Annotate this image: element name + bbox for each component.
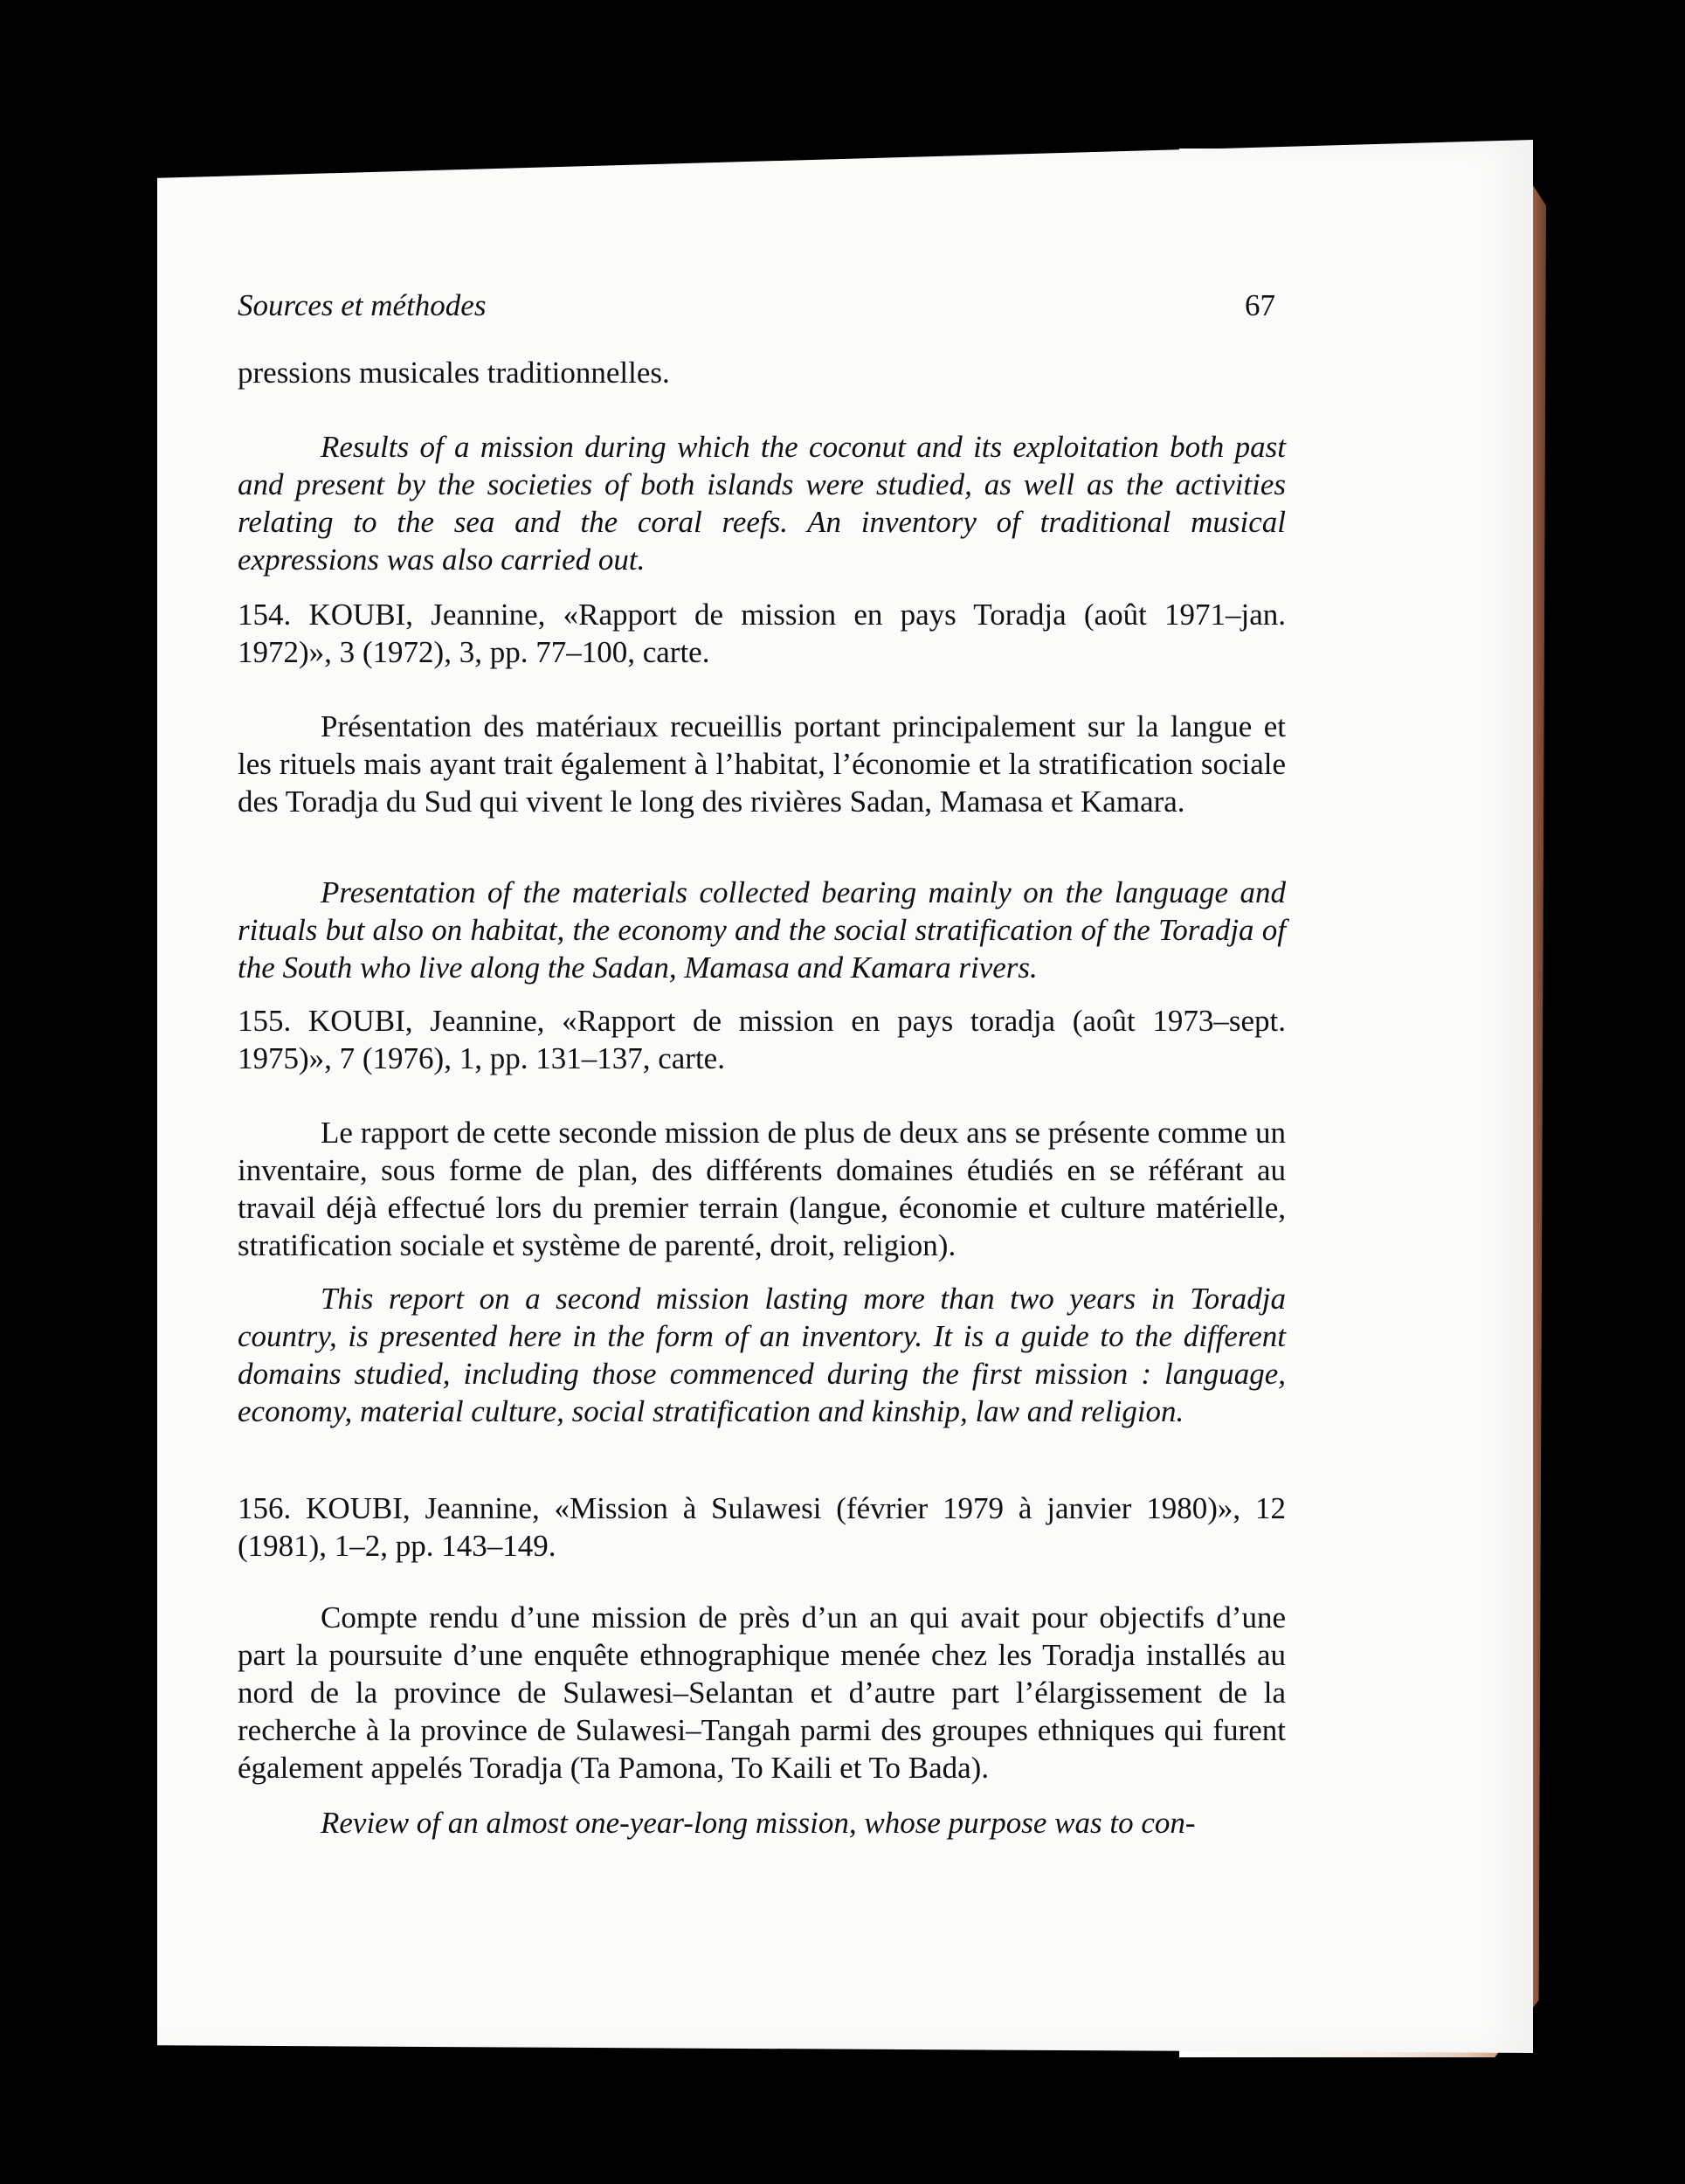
page-number: 67 <box>1245 288 1275 322</box>
english-summary-paragraph: Results of a mission during which the coconut and its exploitation both past and present by the societies of both islands were studied, as well as the activities relating to the sea and the coral reefs. An inventory of traditional musical expressions was also carried out. <box>238 430 1286 577</box>
paragraph-continuation: pressions musicales traditionnelles. <box>238 356 670 390</box>
french-summary-paragraph: Le rapport de cette seconde mission de plus de deux ans se présente comme un inventaire, sous forme de plan, des différents domaines étudiés en se référant au travail déjà effectué lors du premier terrain (langue, économie et culture matérielle, stratification sociale et système de parenté, droit, religion). <box>238 1116 1286 1262</box>
bibliography-entry-155: 155. KOUBI, Jeannine, «Rapport de mission en pays toradja (août 1973–sept. 1975)», 7 (1976), 1, pp. 131–137, carte. <box>238 1004 1286 1075</box>
running-title: Sources et méthodes <box>238 288 487 322</box>
french-summary-paragraph: Présentation des matériaux recueillis portant principalement sur la langue et les rituels mais ayant trait également à l’habitat, l’économie et la stratification sociale des Toradja du Sud qui vivent le long des rivières Sadan, Mamasa et Kamara. <box>238 709 1286 819</box>
english-summary-paragraph: This report on a second mission lasting more than two years in Toradja country, is presented here in the form of an inventory. It is a guide to the different domains studied, including those commenced during the first mission : language, economy, material culture, social stratification and kinship, law and religion. <box>238 1282 1286 1428</box>
french-summary-paragraph: Compte rendu d’une mission de près d’un an qui avait pour objectifs d’une part la poursuite d’une enquête ethnographique menée chez les Toradja installés au nord de la province de Sulawesi–Selantan et d’autre part l’élargissement de la recherche à la province de Sulawesi–Tangah parmi des groupes ethniques qui furent également appelés Toradja (Ta Pamona, To Kaili et To Bada). <box>238 1600 1286 1785</box>
english-summary-paragraph: Review of an almost one-year-long mission, whose purpose was to con- <box>321 1806 1196 1840</box>
bibliography-entry-154: 154. KOUBI, Jeannine, «Rapport de mission en pays Toradja (août 1971–jan. 1972)», 3 (1972), 3, pp. 77–100, carte. <box>238 598 1286 669</box>
english-summary-paragraph: Presentation of the materials collected bearing mainly on the language and rituals but also on habitat, the economy and the social stratification of the Toradja of the South who live along the Sadan, Mamasa and Kamara rivers. <box>238 875 1286 985</box>
bibliography-entry-156: 156. KOUBI, Jeannine, «Mission à Sulawesi (février 1979 à janvier 1980)», 12 (1981), 1–2, pp. 143–149. <box>238 1491 1286 1563</box>
